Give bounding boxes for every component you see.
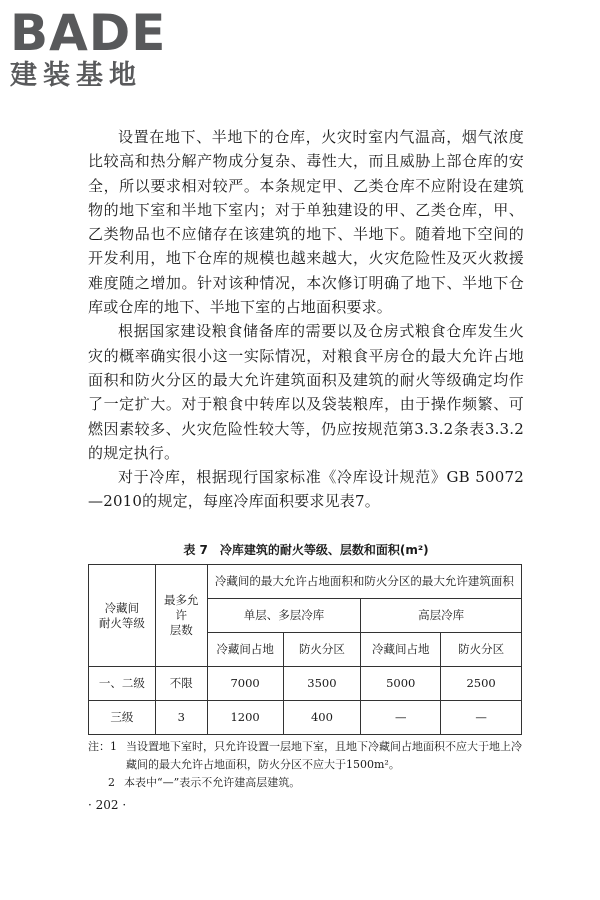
note-text: 本表中“—”表示不允许建高层建筑。 — [124, 776, 301, 789]
header-max-floors: 最多允许 层数 — [155, 565, 207, 667]
table-notes — [88, 738, 524, 792]
table-row — [89, 701, 522, 735]
table-cell: 一、二级 — [89, 667, 156, 701]
logo-subtitle: 建装基地 — [10, 60, 142, 91]
table-row — [89, 667, 522, 701]
brand-logo — [10, 4, 180, 92]
paragraph-grain-storage: 根据国家建设粮食储备库的需要以及仓房式粮食仓库发生火灾的概率确实很小这一实际情况，对粮食平房仓的最大允许占地面积和防火分区的最大允许建筑面积及建筑的耐火等级确定均作了一定扩大。对于粮食中转库以及袋装粮库，由于操作频繁、可燃因素较多、火灾危险性较大等，仍应按规范第3.3.2条表3.3.2的规定执行。 — [88, 322, 524, 462]
header-fire-rating: 冷藏间 耐火等级 — [89, 565, 156, 667]
header-high-rise: 高层冷库 — [361, 599, 522, 633]
table-cell: 2500 — [441, 667, 522, 701]
table-cell: 7000 — [207, 667, 283, 701]
header-area: 冷藏间的最大允许占地面积和防火分区的最大允许建筑面积 — [207, 565, 521, 599]
table-caption: 表 7 冷库建筑的耐火等级、层数和面积(m²) — [183, 543, 429, 557]
note-item — [88, 738, 524, 774]
header-sub-low-compartment: 防火分区 — [283, 633, 361, 667]
header-sub-high-footprint: 冷藏间占地 — [361, 633, 441, 667]
table-cell: 三级 — [89, 701, 156, 735]
body-text — [88, 125, 524, 514]
table-cell: 5000 — [361, 667, 441, 701]
table-cell: — — [441, 701, 522, 735]
header-sub-low-footprint: 冷藏间占地 — [207, 633, 283, 667]
note-item — [88, 774, 524, 792]
note-text: 当设置地下室时，只允许设置一层地下室，且地下冷藏间占地面积不应大于地上冷藏间的最大允许占地面积，防火分区不应大于1500m²。 — [126, 740, 522, 771]
cold-storage-table — [88, 564, 522, 735]
table-cell: 3 — [155, 701, 207, 735]
notes-label: 注： — [88, 740, 110, 753]
header-low-rise: 单层、多层冷库 — [207, 599, 361, 633]
header-sub-high-compartment: 防火分区 — [441, 633, 522, 667]
paragraph-underground-storage: 设置在地下、半地下的仓库，火灾时室内气温高，烟气浓度比较高和热分解产物成分复杂、毒性大，而且威胁上部仓库的安全，所以要求相对较严。本条规定甲、乙类仓库不应附设在建筑物的地下室和半地下室内；对于单独建设的甲、乙类仓库，甲、乙类物品也不应储存在该建筑的地下、半地下。随着地下空间的开发利用，地下仓库的规模也越来越大，火灾危险性及灭火救援难度随之增加。针对该种情况，本次修订明确了地下、半地下仓库或仓库的地下、半地下室的占地面积要求。 — [88, 128, 524, 317]
page-number: · 202 · — [88, 798, 127, 812]
table-cell: 400 — [283, 701, 361, 735]
note-number: 2 — [108, 776, 115, 789]
table-cell: 1200 — [207, 701, 283, 735]
table-cell: — — [361, 701, 441, 735]
note-number: 1 — [110, 740, 117, 753]
table-cell: 3500 — [283, 667, 361, 701]
logo-brand-text: BADE — [10, 4, 167, 62]
paragraph-cold-storage: 对于冷库，根据现行国家标准《冷库设计规范》GB 50072—2010的规定，每座冷库面积要求见表7。 — [88, 468, 524, 511]
table-cell: 不限 — [155, 667, 207, 701]
